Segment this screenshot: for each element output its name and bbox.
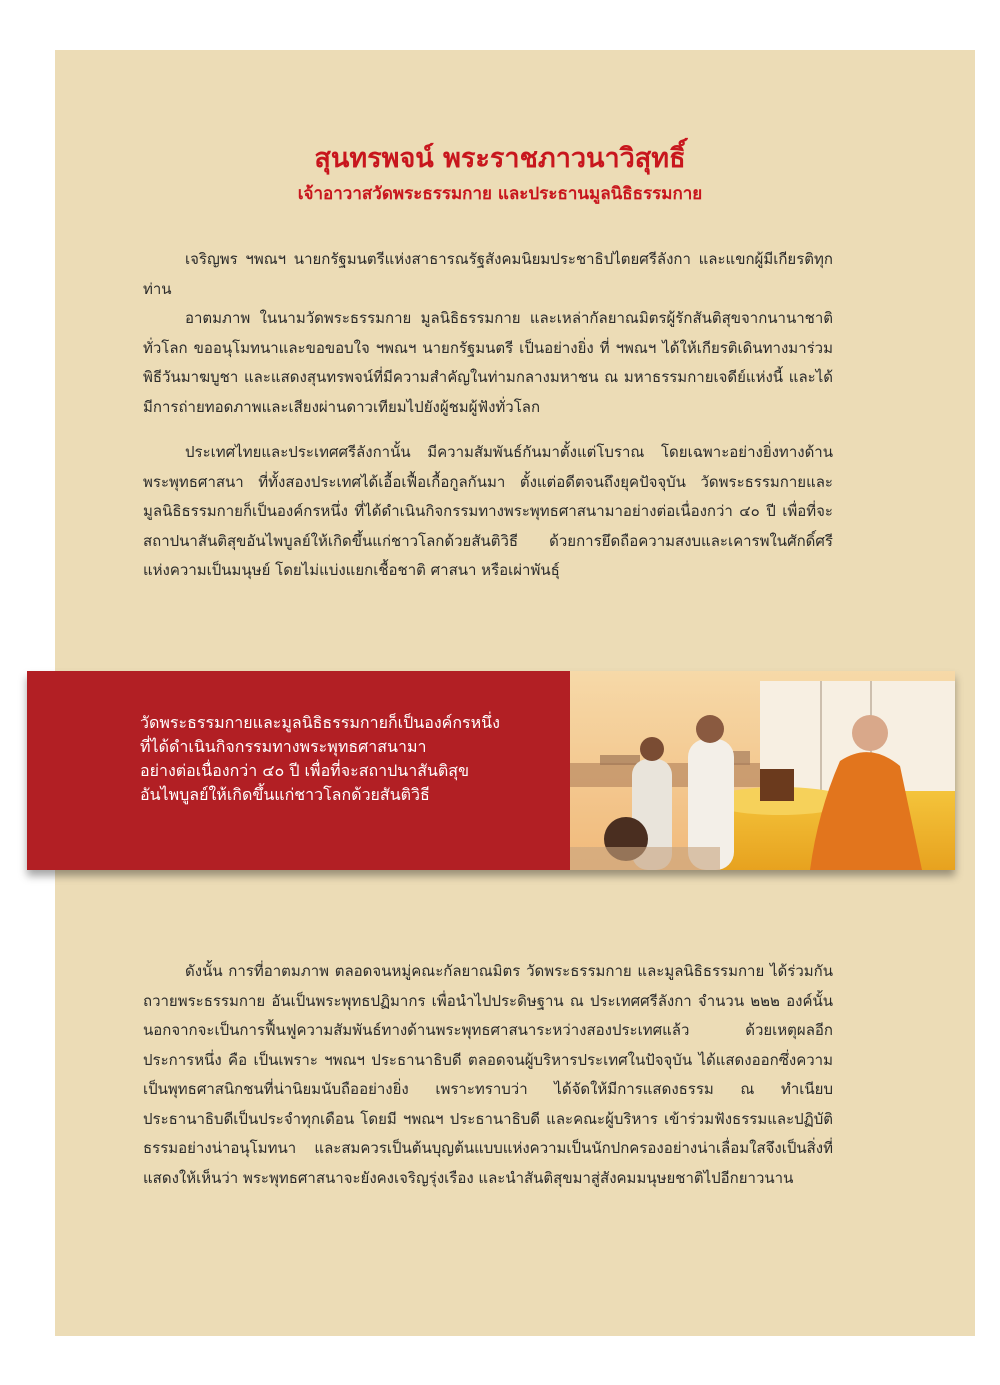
- banner-quote-line: ที่ได้ดำเนินกิจกรรมทางพระพุทธศาสนามา: [140, 737, 427, 756]
- paragraph-greeting: เจริญพร ฯพณฯ นายกรัฐมนตรีแห่งสาธารณรัฐสังคมนิยมประชาธิปไตยศรีลังกา และแขกผู้มีเกียรติทุกท่าน: [143, 250, 833, 298]
- page-title: สุนทรพจน์ พระราชภาวนาวิสุทธิ์: [314, 143, 686, 174]
- lectern: [760, 769, 794, 801]
- ceremony-photo: [570, 671, 955, 870]
- banner-quote-line: วัดพระธรรมกายและมูลนิธิธรรมกายก็เป็นองค์กรหนึ่ง: [140, 713, 500, 732]
- paragraph-thanks: อาตมภาพ ในนามวัดพระธรรมกาย มูลนิธิธรรมกาย และเหล่ากัลยาณมิตรผู้รักสันติสุขจากนานาชาติทั่วโลก ขออนุโมทนาและขอขอบใจ ฯพณฯ นายกรัฐมนตรี เป็นอย่างยิ่ง ที่ ฯพณฯ ได้ให้เกียรติเดินทางมาร่วมพิธีวันมาฆบูชา และแสดงสุนทรพจน์ที่มีความสำคัญในท่ามกลางมหาชน ณ มหาธรรมกายเจดีย์แห่งนี้ และได้มีการถ่ายทอดภาพและเสียงผ่านดาวเทียมไปยังผู้ชมผู้ฟังทั่วโลก: [143, 309, 833, 416]
- quote-banner: [27, 671, 955, 870]
- banner-quote-line: อันไพบูลย์ให้เกิดขึ้นแก่ชาวโลกด้วยสันติวิธี: [140, 785, 430, 804]
- monk-head: [852, 715, 888, 751]
- attendant-head: [696, 715, 724, 743]
- paragraph-relations: ประเทศไทยและประเทศศรีลังกานั้น มีความสัมพันธ์กันมาตั้งแต่โบราณ โดยเฉพาะอย่างยิ่งทางด้านพระพุทธศาสนา ที่ทั้งสองประเทศได้เอื้อเฟื้อเกื้อกูลกันมา ตั้งแต่อดีตจนถึงยุคปัจจุบัน วัดพระธรรมกายและมูลนิธิธรรมกายก็เป็นองค์กรหนึ่ง ที่ได้ดำเนินกิจกรรมทางพระพุทธศาสนามาอย่างต่อเนื่องกว่า ๔๐ ปี เพื่อที่จะสถาปนาสันติสุขอันไพบูลย์ให้เกิดขึ้นแก่ชาวโลกด้วยสันติวิธี ด้วยการยึดถือความสงบและเคารพในศักดิ์ศรีแห่งความเป็นมนุษย์ โดยไม่แบ่งแยกเชื้อชาติ ศาสนา หรือเผ่าพันธุ์: [143, 443, 833, 579]
- banner-quote: [140, 711, 570, 807]
- paragraph-offering: ดังนั้น การที่อาตมภาพ ตลอดจนหมู่คณะกัลยาณมิตร วัดพระธรรมกาย และมูลนิธิธรรมกาย ได้ร่วมกันถวายพระธรรมกาย อันเป็นพระพุทธปฏิมากร เพื่อนำไปประดิษฐาน ณ ประเทศศรีลังกา จำนวน ๒๒๒ องค์นั้น นอกจากจะเป็นการฟื้นฟูความสัมพันธ์ทางด้านพระพุทธศาสนาระหว่างสองประเทศแล้ว ด้วยเหตุผลอีกประการหนึ่ง คือ เป็นเพราะ ฯพณฯ ประธานาธิบดี ตลอดจนผู้บริหารประเทศในปัจจุบัน ได้แสดงออกซึ่งความเป็นพุทธศาสนิกชนที่น่านิยมนับถืออย่างยิ่ง เพราะทราบว่า ได้จัดให้มีการแสดงธรรม ณ ทำเนียบประธานาธิบดีเป็นประจำทุกเดือน โดยมี ฯพณฯ ประธานาธิบดี และคณะผู้บริหาร เข้าร่วมฟังธรรมและปฏิบัติธรรมอย่างน่าอนุโมทนา และสมควรเป็นต้นบุญต้นแบบแห่งความเป็นนักปกครองอย่างน่าเลื่อมใสจึงเป็นสิ่งที่แสดงให้เห็นว่า พระพุทธศาสนาจะยังคงเจริญรุ่งเรือง และนำสันติสุขมาสู่สังคมมนุษยชาติไปอีกยาวนาน: [143, 962, 833, 1187]
- page-subtitle: เจ้าอาวาสวัดพระธรรมกาย และประธานมูลนิธิธรรมกาย: [297, 184, 703, 204]
- second-attendant-head: [640, 737, 664, 761]
- banner-quote-line: อย่างต่อเนื่องกว่า ๔๐ ปี เพื่อที่จะสถาปนาสันติสุข: [140, 761, 470, 780]
